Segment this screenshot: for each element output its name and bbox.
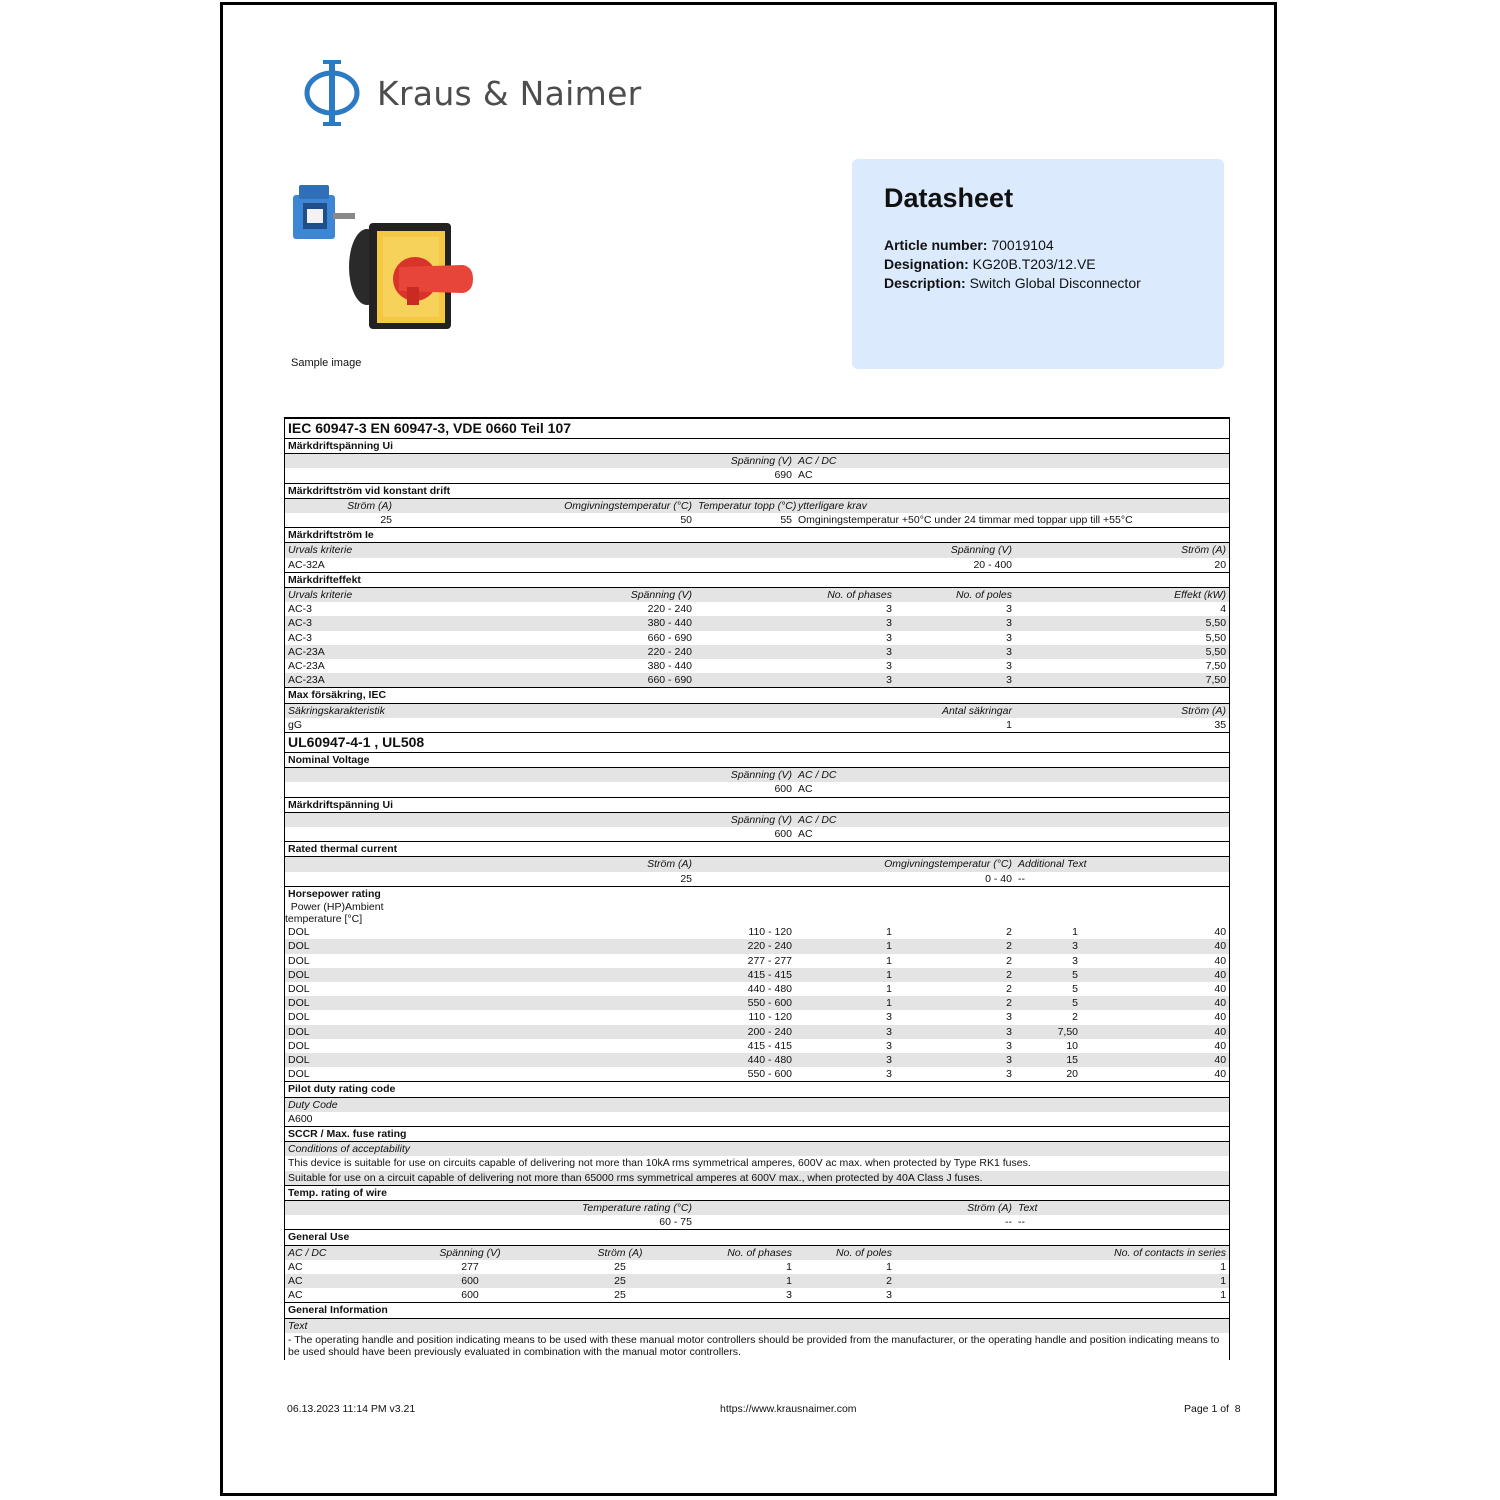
product-sample-image	[287, 179, 481, 339]
table-row: AC 277 25 1 1 1	[288, 1260, 1227, 1273]
hp-ambient: 40	[1214, 1011, 1227, 1024]
spec-table-frame	[284, 417, 1230, 1360]
brand-logo	[303, 57, 642, 129]
table-row: 25 50 55 Omginingstemperatur +50°C under 24 timmar med toppar upp till +55°C	[380, 514, 1133, 527]
hp-ambient: 40	[1214, 997, 1227, 1010]
hp-ambient: 40	[1214, 926, 1227, 939]
hp-power: 10	[1066, 1039, 1078, 1052]
table-row: AC-3 380 - 440 3 3 5,50	[285, 616, 1229, 630]
section-title: Temp. rating of wire	[285, 1185, 1229, 1200]
section-title: Pilot duty rating code	[285, 1082, 1229, 1097]
hp-power: 3	[1072, 940, 1078, 953]
table-row: 60 - 75 -- --	[659, 1216, 1025, 1229]
hp-ambient-header: Ambient temperature [°C]	[285, 901, 384, 926]
table-row: 690 AC	[774, 469, 813, 482]
section-title: Rated thermal current	[285, 842, 1229, 857]
table-row: 600 AC	[774, 828, 813, 841]
table-row: DOL 440 - 480 3 3 15 40	[285, 1053, 1229, 1067]
table-header-row: AC / DC Spänning (V) Ström (A) No. of phases No. of poles No. of contacts in series	[285, 1245, 1229, 1260]
table-header-row: Text	[285, 1318, 1229, 1333]
hp-ambient: 40	[1214, 1068, 1227, 1081]
table-row: AC-3 660 - 690 3 3 5,50	[288, 631, 1227, 644]
table-row: AC 600 25 1 2 1	[285, 1274, 1229, 1288]
table-header-row: Säkringskarakteristik Antal säkringar Ström (A)	[285, 703, 1229, 718]
table-row: DOL 550 - 600 3 3 20 40	[288, 1068, 1227, 1081]
hp-power: 1	[1072, 926, 1078, 939]
article-number-value: 70019104	[991, 237, 1054, 253]
hp-ambient: 40	[1214, 954, 1227, 967]
table-header-row: Ström (A) Omgivningstemperatur (°C) Additional Text	[285, 857, 1229, 872]
section-title: Märkdrifteffekt	[285, 572, 1229, 587]
section-title: General Information	[285, 1303, 1229, 1318]
hp-power: 2	[1072, 1011, 1078, 1024]
table-header-row: Urvals kriterie Spänning (V) No. of phases No. of poles Effekt (kW)	[285, 588, 1229, 603]
spec-table	[285, 418, 1229, 1360]
article-number-label: Article number:	[884, 237, 988, 253]
hp-ambient: 40	[1214, 1053, 1227, 1066]
page-total: 8	[1234, 1403, 1241, 1415]
description-row	[884, 274, 1192, 293]
footer-date: 06.13.2023 11:14 PM v3.21	[287, 1403, 416, 1415]
page-label: Page 1 of	[1184, 1403, 1229, 1415]
table-row: DOL 415 - 415 3 3 10 40	[288, 1039, 1227, 1052]
hp-ambient: 40	[1214, 1025, 1227, 1038]
table-row: DOL 220 - 240 1 2 3 40	[285, 939, 1229, 953]
designation-label: Designation:	[884, 256, 969, 272]
table-header-row: Spänning (V) AC / DC	[285, 454, 1229, 469]
hp-ambient: 40	[1214, 940, 1227, 953]
section-title: Märkdriftspänning Ui	[285, 439, 1229, 454]
description-value: Switch Global Disconnector	[969, 275, 1141, 291]
table-header-row	[285, 901, 1229, 925]
table-header-row: Ström (A) Omgivningstemperatur (°C) Temperatur topp (°C) ytterligare krav	[285, 498, 1229, 513]
table-row: DOL 415 - 415 1 2 5 40	[285, 968, 1229, 982]
hp-power: 3	[1072, 954, 1078, 967]
datasheet-page	[220, 2, 1277, 1496]
table-row: AC-23A 380 - 440 3 3 7,50	[288, 660, 1227, 673]
table-header-row: Duty Code	[285, 1097, 1229, 1112]
hp-power-header: Power (HP)	[290, 901, 345, 914]
table-row: AC-3 220 - 240 3 3 4	[288, 603, 1227, 616]
table-row: AC 600 25 3 3 1	[288, 1289, 1227, 1302]
table-row: DOL 277 - 277 1 2 3 40	[288, 954, 1227, 967]
table-header-row: Temperature rating (°C) Ström (A) Text	[285, 1200, 1229, 1215]
section-title: Märkdriftspänning Ui	[285, 797, 1229, 812]
hp-ambient: 40	[1214, 1039, 1227, 1052]
hp-rows	[285, 925, 1229, 1082]
hp-ambient: 40	[1214, 982, 1227, 995]
section-title: Märkdriftström vid konstant drift	[285, 483, 1229, 498]
image-caption: Sample image	[291, 357, 362, 369]
table-row: AC-32A 20 - 400 20	[288, 558, 1227, 571]
article-number-row	[884, 236, 1192, 255]
table-header-row: Spänning (V) AC / DC	[285, 768, 1229, 783]
table-row: AC-23A 220 - 240 3 3 5,50	[285, 645, 1229, 659]
section-title: Nominal Voltage	[285, 753, 1229, 768]
table-row: DOL 550 - 600 1 2 5 40	[285, 996, 1229, 1010]
description-label: Description:	[884, 275, 966, 291]
table-row: DOL 110 - 120 1 2 1 40	[288, 926, 1227, 939]
footer-page	[1184, 1403, 1241, 1415]
footer-url[interactable]: https://www.krausnaimer.com	[720, 1403, 857, 1415]
table-row: 600 AC	[774, 783, 813, 796]
phi-logo-icon	[303, 57, 361, 129]
hp-power: 20	[1066, 1068, 1078, 1081]
section-title: Märkdriftström Ie	[285, 528, 1229, 543]
hp-power: 7,50	[1057, 1025, 1078, 1038]
table-row: - The operating handle and position indicating means to be used with these manual motor controllers should be provided from the manufacturer, or the operating handle and position indicating means to be used should have been previously evaluated in combination with the manual motor controllers.	[288, 1333, 1220, 1359]
designation-value: KG20B.T203/12.VE	[972, 256, 1096, 272]
hp-power: 5	[1072, 968, 1078, 981]
table-header-row: Urvals kriterie Spänning (V) Ström (A)	[285, 543, 1229, 558]
table-row: DOL 440 - 480 1 2 5 40	[288, 982, 1227, 995]
section-title: General Use	[285, 1230, 1229, 1245]
section-title: SCCR / Max. fuse rating	[285, 1126, 1229, 1141]
table-row: DOL 200 - 240 3 3 7,50 40	[285, 1025, 1229, 1039]
table-row: This device is suitable for use on circuits capable of delivering not more than 10kA rms symmetrical amperes, 600V ac max. when protected by Type RK1 fuses.	[288, 1157, 1031, 1170]
table-row: DOL 110 - 120 3 3 2 40	[288, 1011, 1227, 1024]
designation-row	[884, 255, 1192, 274]
table-row: A600	[288, 1112, 313, 1125]
table-row: 25 0 - 40 --	[680, 872, 1025, 885]
table-header-row: Conditions of acceptability	[285, 1142, 1229, 1157]
standard-title-iec: IEC 60947-3 EN 60947-3, VDE 0660 Teil 107	[285, 419, 1229, 439]
table-row: AC-23A 660 - 690 3 3 7,50	[285, 673, 1229, 688]
datasheet-title: Datasheet	[884, 183, 1014, 213]
section-title: Max försäkring, IEC	[285, 688, 1229, 703]
table-header-row: Spänning (V) AC / DC	[285, 812, 1229, 827]
standard-title-ul: UL60947-4-1 , UL508	[285, 733, 1229, 753]
hp-power: 15	[1066, 1053, 1078, 1066]
table-row: Suitable for use on a circuit capable of delivering not more than 65000 rms symmetrical amperes at 600V max., when protected by 40A Class J fuses.	[285, 1171, 1229, 1186]
datasheet-info-box	[852, 159, 1224, 369]
table-row: gG 1 35	[288, 718, 1227, 731]
brand-name: Kraus & Naimer	[377, 73, 642, 113]
hp-power: 5	[1072, 997, 1078, 1010]
hp-ambient: 40	[1214, 968, 1227, 981]
hp-power: 5	[1072, 982, 1078, 995]
section-title: Horsepower rating	[285, 886, 1229, 901]
